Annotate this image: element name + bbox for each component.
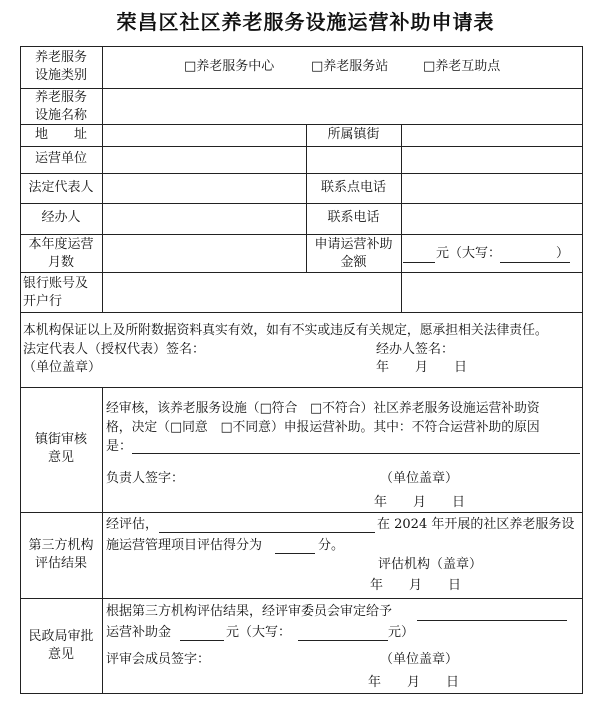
amount-close: ） — [556, 246, 570, 261]
table-border-right — [582, 46, 583, 694]
third-party-prefix: 经评估， — [106, 517, 159, 532]
row-divider — [20, 512, 583, 513]
column-divider — [401, 124, 402, 272]
civil-affairs-date: 年 月 日 — [368, 675, 460, 690]
civil-affairs-seal: （单位盖章） — [380, 652, 459, 667]
declaration-statement: 本机构保证以上及所附数据资料真实有效，如有不实或违反有关规定，愿承担相关法律责任。 — [23, 323, 548, 338]
column-divider — [102, 46, 103, 312]
row-divider — [20, 88, 583, 89]
label-address: 地 址 — [34, 127, 87, 142]
label-town-review: 镇街审核 意见 — [34, 432, 87, 465]
third-party-org: 评估机构（盖章） — [378, 557, 483, 572]
town-review-line1: 经审核，该养老服务设施（□符合 □不符合）社区养老服务设施运营补助资 — [106, 401, 540, 416]
row-divider — [20, 387, 583, 388]
label-facility-name: 养老服务 设施名称 — [34, 90, 87, 123]
amount-yuan-text: 元（大写： — [436, 246, 502, 261]
label-bank: 银行账号及 开户行 — [23, 276, 89, 309]
table-border-bottom — [20, 693, 583, 694]
option-station[interactable]: □养老服务站 — [311, 59, 389, 74]
civil-affairs-sign: 评审会成员签字： — [106, 652, 211, 667]
label-handler: 经办人 — [41, 210, 81, 225]
form-title: 荣昌区社区养老服务设施运营补助申请表 — [116, 10, 495, 34]
civil-affairs-amount-blank[interactable] — [180, 640, 224, 641]
civil-affairs-line2c: 元） — [388, 625, 415, 640]
option-center[interactable]: □养老服务中心 — [184, 59, 275, 74]
town-review-line2: 格，决定（□同意 □不同意）申报运营补助。其中：不符合运营补助的原因 — [106, 420, 540, 435]
label-third-party: 第三方机构 评估结果 — [28, 538, 94, 571]
label-town: 所属镇街 — [327, 127, 380, 142]
declaration-handler-sign: 经办人签名： — [376, 342, 455, 357]
declaration-rep-sign: 法定代表人（授权代表）签名： — [23, 342, 206, 357]
civil-affairs-line2b: 元（大写： — [226, 625, 292, 640]
row-divider — [20, 598, 583, 599]
label-subsidy-amount: 申请运营补助 金额 — [314, 237, 393, 270]
third-party-date: 年 月 日 — [370, 578, 462, 593]
declaration-date: 年 月 日 — [376, 360, 468, 375]
row-divider — [20, 203, 583, 204]
label-months: 本年度运营 月数 — [28, 237, 94, 270]
label-operator: 运营单位 — [34, 151, 87, 166]
civil-affairs-grant-blank[interactable] — [417, 620, 567, 621]
row-divider — [20, 272, 583, 273]
option-mutual[interactable]: □养老互助点 — [423, 59, 501, 74]
column-divider — [102, 387, 103, 693]
town-review-seal: （单位盖章） — [380, 471, 459, 486]
civil-affairs-line1: 根据第三方机构评估结果，经评审委员会审定给予 — [106, 604, 393, 619]
third-party-mid: 在 2024 年开展的社区养老服务设 — [377, 517, 575, 532]
table-border-top — [20, 46, 583, 47]
reason-blank[interactable] — [132, 453, 580, 454]
label-civil-affairs: 民政局审批 意见 — [28, 629, 94, 662]
row-divider — [20, 146, 583, 147]
civil-affairs-uppercase-blank[interactable] — [298, 640, 388, 641]
label-facility-type: 养老服务 设施类别 — [34, 50, 87, 83]
label-contact-phone: 联系点电话 — [320, 180, 386, 195]
town-review-sign: 负责人签字： — [106, 471, 185, 486]
row-divider — [20, 124, 583, 125]
declaration-seal: （单位盖章） — [23, 360, 102, 375]
town-review-date: 年 月 日 — [374, 495, 466, 510]
civil-affairs-line2a: 运营补助金 — [106, 625, 172, 640]
label-phone: 联系电话 — [327, 210, 380, 225]
row-divider — [20, 234, 583, 235]
row-divider — [20, 312, 583, 313]
third-party-line2b: 分。 — [318, 538, 345, 553]
row-divider — [20, 173, 583, 174]
amount-blank[interactable] — [403, 262, 435, 263]
third-party-line2a: 施运营管理项目评估得分为 — [106, 538, 263, 553]
town-review-line3: 是： — [106, 439, 133, 454]
third-party-score-blank[interactable] — [275, 553, 315, 554]
third-party-org-blank[interactable] — [159, 532, 375, 533]
label-legal-rep: 法定代表人 — [28, 180, 94, 195]
column-divider — [401, 272, 402, 312]
